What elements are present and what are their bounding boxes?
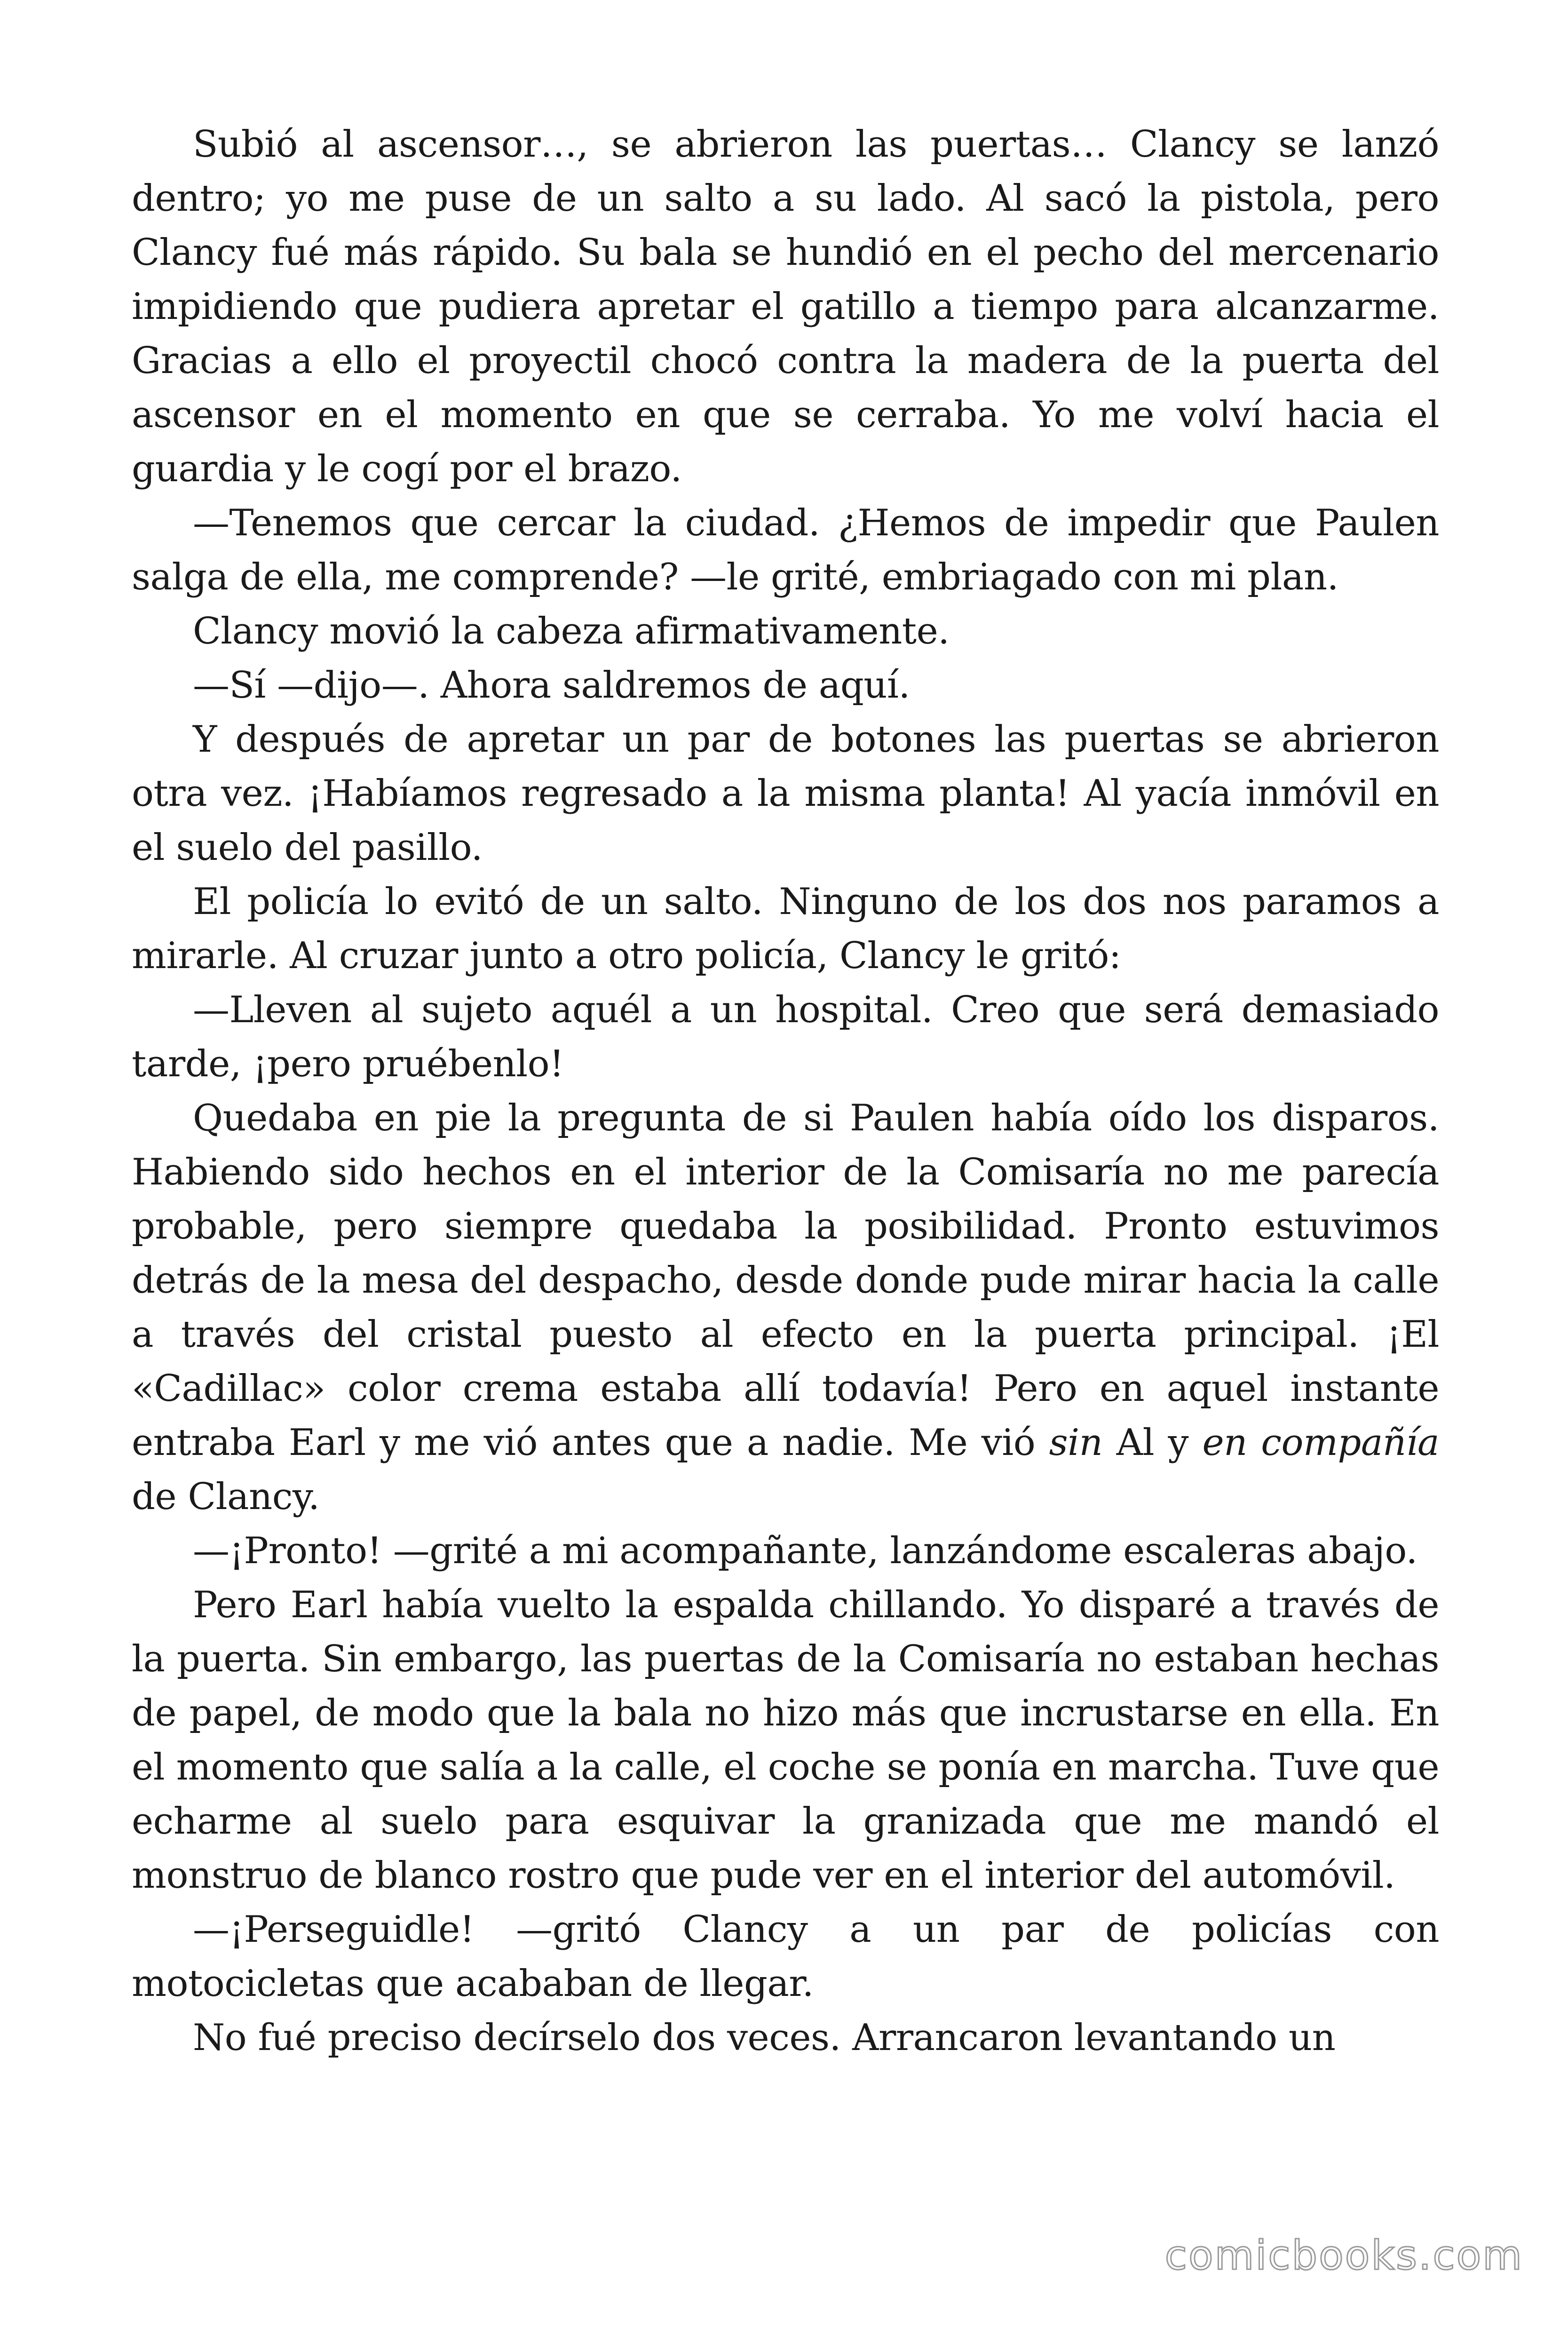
- paragraph-3: Clancy movió la cabeza afirmativamente.: [193, 610, 950, 652]
- watermark: comicbooks.com: [1164, 2232, 1523, 2279]
- italic-en-compania: en compañía: [1202, 1422, 1440, 1464]
- paragraph-8-text: Quedaba en pie la pregunta de si Paulen había oído los disparos. Habiendo sido hechos en el interior de la Comisaría no me parecía probable, pero siempre quedaba la posibilidad. Pronto estuvimos detrás de la mesa del despacho, desde donde pude mirar hacia la calle a través del cristal puesto al efecto en la puerta principal. ¡El «Cadillac» color crema estaba allí todavía! Pero en aquel instante entraba Earl y me vió antes que a nadie. Me vió: [132, 1097, 1439, 1464]
- paragraph-5: Y después de apretar un par de botones las puertas se abrieron otra vez. ¡Habíamos regresado a la misma planta! Al yacía inmóvil en el suelo del pasillo.: [132, 718, 1439, 869]
- paragraph-11: —¡Perseguidle! —gritó Clancy a un par de policías con motocicletas que acababan de llegar.: [132, 1908, 1439, 2005]
- paragraph-8: [132, 1091, 1439, 1524]
- paragraph-9: —¡Pronto! —grité a mi acompañante, lanzándome escaleras abajo.: [193, 1530, 1418, 1572]
- paragraph-1: Subió al ascensor…, se abrieron las puertas… Clancy se lanzó dentro; yo me puse de un salto a su lado. Al sacó la pistola, pero Clancy fué más rápido. Su bala se hundió en el pecho del mercenario impidiendo que pudiera apretar el gatillo a tiempo para alcanzarme. Gracias a ello el proyectil chocó contra la madera de la puerta del ascensor en el momento en que se cerraba. Yo me volví hacia el guardia y le cogí por el brazo.: [132, 123, 1439, 490]
- paragraph-8-al: Al y: [1116, 1422, 1189, 1464]
- paragraph-8-end: de Clancy.: [132, 1476, 320, 1518]
- paragraph-2: —Tenemos que cercar la ciudad. ¿Hemos de impedir que Paulen salga de ella, me comprende? —le grité, embriagado con mi plan.: [132, 502, 1439, 598]
- paragraph-12: No fué preciso decírselo dos veces. Arrancaron levantando un: [193, 2017, 1336, 2059]
- paragraph-6: El policía lo evitó de un salto. Ninguno de los dos nos paramos a mirarle. Al cruzar junto a otro policía, Clancy le gritó:: [132, 881, 1439, 977]
- book-page: [132, 118, 1439, 2065]
- paragraph-4: —Sí —dijo—. Ahora saldremos de aquí.: [193, 664, 910, 707]
- italic-sin: sin: [1049, 1422, 1103, 1464]
- paragraph-7: —Lleven al sujeto aquél a un hospital. Creo que será demasiado tarde, ¡pero pruébenlo!: [132, 989, 1439, 1085]
- paragraph-10: Pero Earl había vuelto la espalda chillando. Yo disparé a través de la puerta. Sin embargo, las puertas de la Comisaría no estaban hechas de papel, de modo que la bala no hizo más que incrustarse en ella. En el momento que salía a la calle, el coche se ponía en marcha. Tuve que echarme al suelo para esquivar la granizada que me mandó el monstruo de blanco rostro que pude ver en el interior del automóvil.: [132, 1584, 1439, 1897]
